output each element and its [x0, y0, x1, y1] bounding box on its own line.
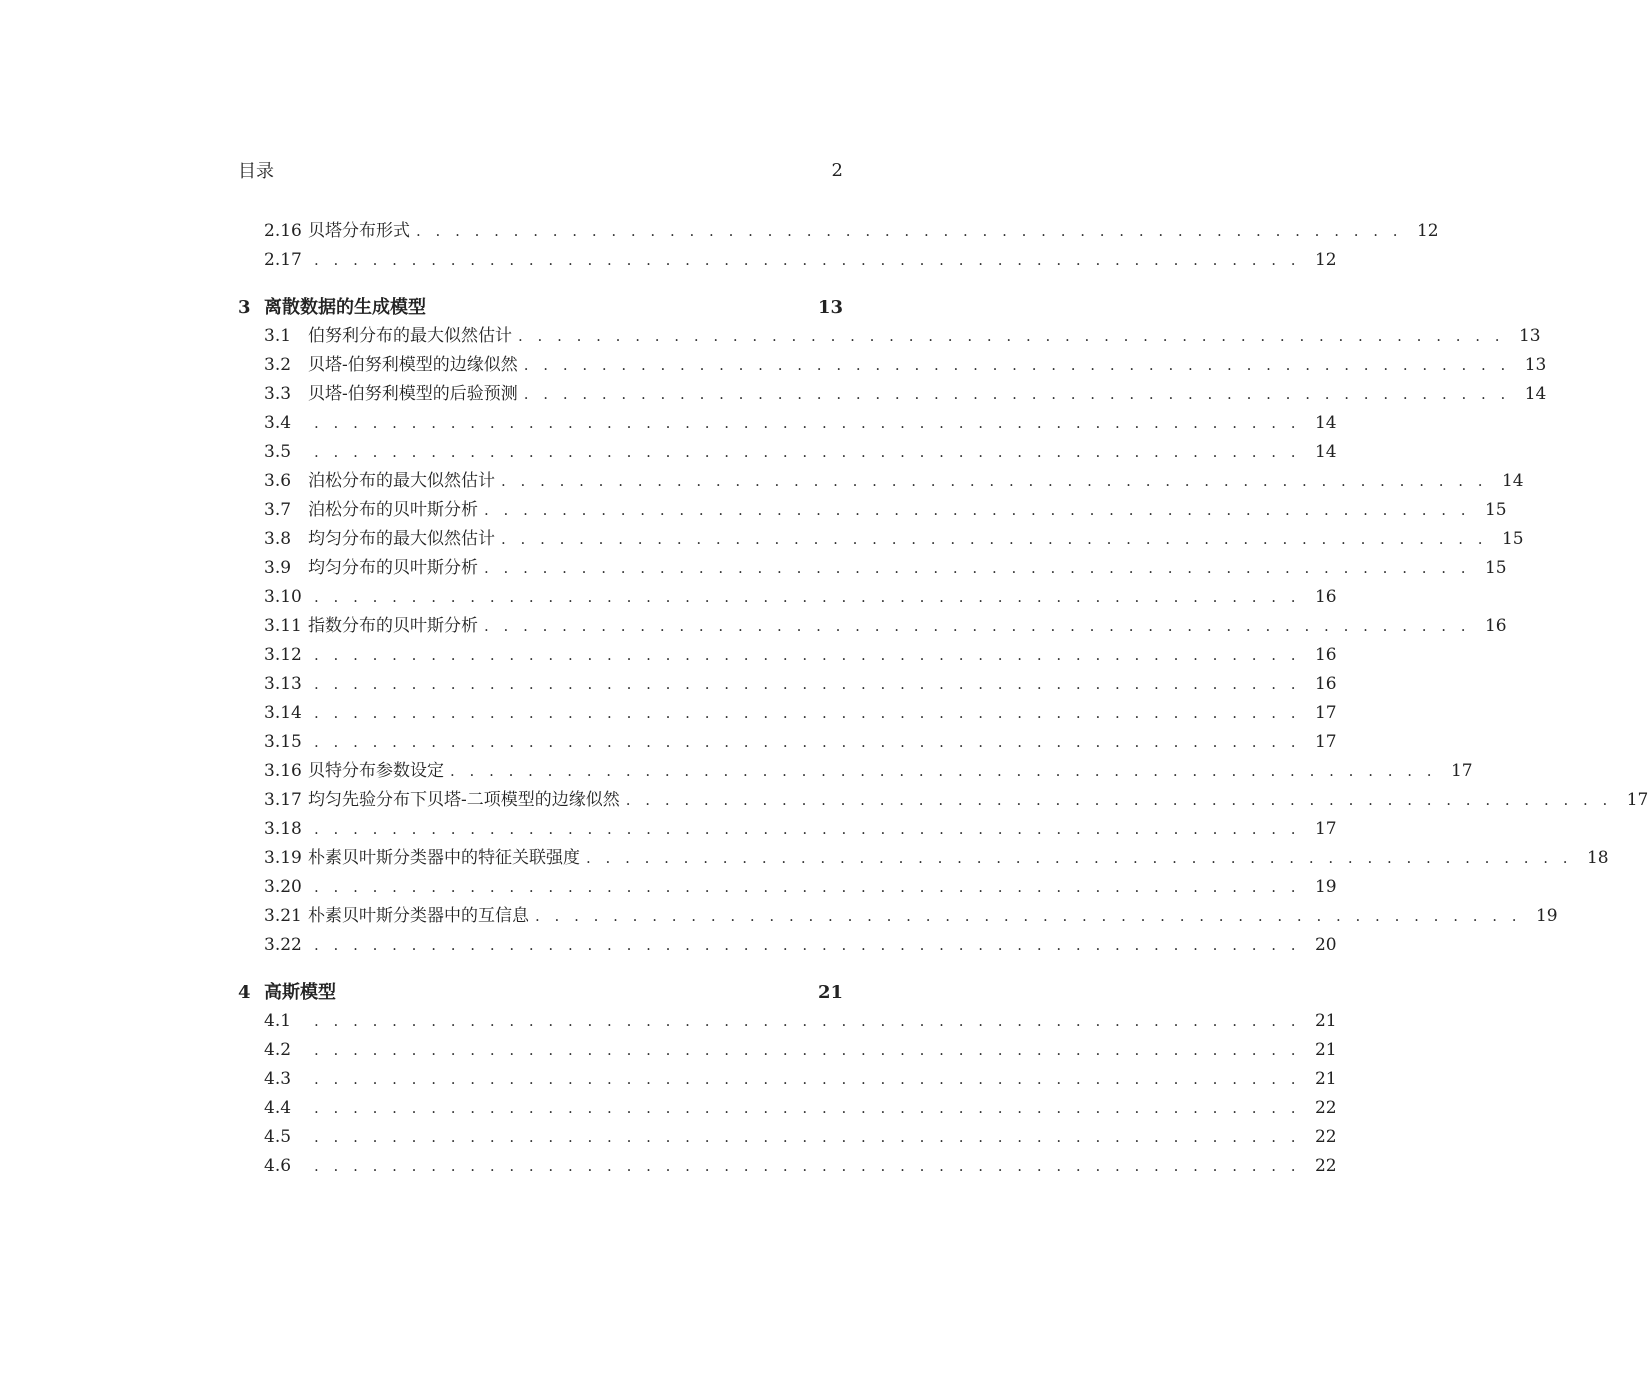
toc-section-row[interactable] — [238, 1007, 1337, 1036]
section-number: 4.5 — [264, 1127, 292, 1147]
toc-section-row[interactable] — [238, 931, 1337, 960]
section-page-number: 19 — [1314, 877, 1337, 897]
running-header — [238, 156, 843, 184]
dot-leader: . . . . . . . . . . . . . . . . . . . . . . . . . . . . . . . . . . . . . . . . . . . . . . . . . . . — [416, 222, 1403, 240]
section-page-number: 16 — [1314, 645, 1337, 665]
dot-leader: . . . . . . . . . . . . . . . . . . . . . . . . . . . . . . . . . . . . . . . . . . . . . . . . . . . — [314, 414, 1301, 432]
section-page-number: 12 — [1416, 221, 1439, 241]
dot-leader: . . . . . . . . . . . . . . . . . . . . . . . . . . . . . . . . . . . . . . . . . . . . . . . . . . . — [314, 1012, 1301, 1030]
section-title: 均匀分布的最大似然估计 — [308, 529, 495, 549]
section-page-number: 19 — [1535, 906, 1558, 926]
section-page-number: 12 — [1314, 250, 1337, 270]
chapter-title: 离散数据的生成模型 — [264, 297, 426, 318]
chapter-page-number: 13 — [817, 297, 843, 318]
section-page-number: 17 — [1314, 732, 1337, 752]
section-number: 3.13 — [264, 674, 302, 694]
dot-leader: . . . . . . . . . . . . . . . . . . . . . . . . . . . . . . . . . . . . . . . . . . . . . . . . . . . — [314, 1157, 1301, 1175]
dot-leader: . . . . . . . . . . . . . . . . . . . . . . . . . . . . . . . . . . . . . . . . . . . . . . . . . . . — [450, 762, 1437, 780]
dot-leader: . . . . . . . . . . . . . . . . . . . . . . . . . . . . . . . . . . . . . . . . . . . . . . . . . . . — [625, 791, 1613, 809]
toc-section-row[interactable] — [238, 612, 1507, 641]
section-number: 3.22 — [264, 935, 302, 955]
dot-leader: . . . . . . . . . . . . . . . . . . . . . . . . . . . . . . . . . . . . . . . . . . . . . . . . . . . — [501, 530, 1488, 548]
toc-section-row[interactable] — [238, 246, 1337, 275]
toc-section-row[interactable] — [238, 1123, 1337, 1152]
dot-leader: . . . . . . . . . . . . . . . . . . . . . . . . . . . . . . . . . . . . . . . . . . . . . . . . . . . — [523, 385, 1511, 403]
section-title: 贝塔分布形式 — [308, 221, 410, 241]
section-page-number: 15 — [1484, 558, 1507, 578]
section-number: 3.10 — [264, 587, 302, 607]
section-page-number: 21 — [1314, 1011, 1337, 1031]
toc-section-row[interactable] — [238, 902, 1558, 931]
section-number: 3.7 — [264, 500, 292, 520]
section-number: 3.16 — [264, 761, 302, 781]
toc-section-row[interactable] — [238, 641, 1337, 670]
section-page-number: 14 — [1314, 413, 1337, 433]
section-page-number: 17 — [1450, 761, 1473, 781]
dot-leader: . . . . . . . . . . . . . . . . . . . . . . . . . . . . . . . . . . . . . . . . . . . . . . . . . . . — [501, 472, 1488, 490]
section-number: 3.20 — [264, 877, 302, 897]
dot-leader: . . . . . . . . . . . . . . . . . . . . . . . . . . . . . . . . . . . . . . . . . . . . . . . . . . . — [314, 820, 1301, 838]
dot-leader: . . . . . . . . . . . . . . . . . . . . . . . . . . . . . . . . . . . . . . . . . . . . . . . . . . . — [314, 443, 1301, 461]
dot-leader: . . . . . . . . . . . . . . . . . . . . . . . . . . . . . . . . . . . . . . . . . . . . . . . . . . . — [314, 588, 1301, 606]
section-number: 3.15 — [264, 732, 302, 752]
dot-leader: . . . . . . . . . . . . . . . . . . . . . . . . . . . . . . . . . . . . . . . . . . . . . . . . . . . — [314, 704, 1301, 722]
dot-leader: . . . . . . . . . . . . . . . . . . . . . . . . . . . . . . . . . . . . . . . . . . . . . . . . . . . — [314, 251, 1301, 269]
toc-section-row[interactable] — [238, 496, 1507, 525]
section-title: 均匀分布的贝叶斯分析 — [308, 558, 478, 578]
table-of-contents — [238, 217, 1648, 1181]
dot-leader: . . . . . . . . . . . . . . . . . . . . . . . . . . . . . . . . . . . . . . . . . . . . . . . . . . . — [535, 907, 1522, 925]
section-page-number: 15 — [1501, 529, 1524, 549]
section-page-number: 20 — [1314, 935, 1337, 955]
section-number: 4.1 — [264, 1011, 292, 1031]
dot-leader: . . . . . . . . . . . . . . . . . . . . . . . . . . . . . . . . . . . . . . . . . . . . . . . . . . . — [484, 501, 1471, 519]
dot-leader: . . . . . . . . . . . . . . . . . . . . . . . . . . . . . . . . . . . . . . . . . . . . . . . . . . . — [586, 849, 1573, 867]
section-page-number: 21 — [1314, 1069, 1337, 1089]
section-number: 3.2 — [264, 355, 292, 375]
section-title: 均匀先验分布下贝塔-二项模型的边缘似然 — [308, 790, 620, 810]
section-number: 3.17 — [264, 790, 302, 810]
section-title: 泊松分布的贝叶斯分析 — [308, 500, 478, 520]
dot-leader: . . . . . . . . . . . . . . . . . . . . . . . . . . . . . . . . . . . . . . . . . . . . . . . . . . . — [314, 733, 1301, 751]
section-page-number: 14 — [1501, 471, 1524, 491]
dot-leader: . . . . . . . . . . . . . . . . . . . . . . . . . . . . . . . . . . . . . . . . . . . . . . . . . . . — [484, 617, 1471, 635]
section-page-number: 16 — [1484, 616, 1507, 636]
dot-leader: . . . . . . . . . . . . . . . . . . . . . . . . . . . . . . . . . . . . . . . . . . . . . . . . . . . — [484, 559, 1471, 577]
section-page-number: 13 — [1524, 355, 1547, 375]
section-number: 4.3 — [264, 1069, 292, 1089]
section-number: 3.5 — [264, 442, 292, 462]
section-page-number: 17 — [1314, 819, 1337, 839]
section-page-number: 15 — [1484, 500, 1507, 520]
section-page-number: 14 — [1314, 442, 1337, 462]
section-page-number: 21 — [1314, 1040, 1337, 1060]
section-number: 3.21 — [264, 906, 302, 926]
section-number: 3.3 — [264, 384, 292, 404]
section-page-number: 17 — [1314, 703, 1337, 723]
section-title: 贝塔-伯努利模型的边缘似然 — [308, 355, 518, 375]
toc-section-row[interactable] — [238, 525, 1524, 554]
section-number: 3.11 — [264, 616, 302, 636]
dot-leader: . . . . . . . . . . . . . . . . . . . . . . . . . . . . . . . . . . . . . . . . . . . . . . . . . . . — [314, 675, 1301, 693]
toc-section-row[interactable] — [238, 757, 1473, 786]
dot-leader: . . . . . . . . . . . . . . . . . . . . . . . . . . . . . . . . . . . . . . . . . . . . . . . . . . . — [314, 1128, 1301, 1146]
header-page-number: 2 — [831, 159, 843, 181]
section-number: 3.1 — [264, 326, 292, 346]
section-page-number: 18 — [1586, 848, 1609, 868]
section-page-number: 22 — [1314, 1098, 1337, 1118]
section-title: 朴素贝叶斯分类器中的特征关联强度 — [308, 848, 580, 868]
dot-leader: . . . . . . . . . . . . . . . . . . . . . . . . . . . . . . . . . . . . . . . . . . . . . . . . . . . — [518, 327, 1505, 345]
toc-chapter-row[interactable] — [238, 293, 843, 322]
toc-section-row[interactable] — [238, 670, 1337, 699]
section-number: 3.18 — [264, 819, 302, 839]
toc-section-row[interactable] — [238, 438, 1337, 467]
dot-leader: . . . . . . . . . . . . . . . . . . . . . . . . . . . . . . . . . . . . . . . . . . . . . . . . . . . — [314, 1070, 1301, 1088]
toc-section-row[interactable] — [238, 351, 1547, 380]
toc-section-row[interactable] — [238, 1036, 1337, 1065]
dot-leader: . . . . . . . . . . . . . . . . . . . . . . . . . . . . . . . . . . . . . . . . . . . . . . . . . . . — [314, 1099, 1301, 1117]
section-page-number: 16 — [1314, 674, 1337, 694]
section-page-number: 14 — [1524, 384, 1547, 404]
toc-section-row[interactable] — [238, 815, 1337, 844]
dot-leader: . . . . . . . . . . . . . . . . . . . . . . . . . . . . . . . . . . . . . . . . . . . . . . . . . . . — [314, 646, 1301, 664]
section-number: 3.14 — [264, 703, 302, 723]
chapter-number: 4 — [238, 982, 251, 1003]
section-page-number: 16 — [1314, 587, 1337, 607]
toc-section-row[interactable] — [238, 1065, 1337, 1094]
toc-section-row[interactable] — [238, 1152, 1337, 1181]
section-page-number: 22 — [1314, 1127, 1337, 1147]
section-title: 伯努利分布的最大似然估计 — [308, 326, 512, 346]
section-title: 朴素贝叶斯分类器中的互信息 — [308, 906, 529, 926]
dot-leader: . . . . . . . . . . . . . . . . . . . . . . . . . . . . . . . . . . . . . . . . . . . . . . . . . . . — [314, 1041, 1301, 1059]
section-number: 4.2 — [264, 1040, 292, 1060]
dot-leader: . . . . . . . . . . . . . . . . . . . . . . . . . . . . . . . . . . . . . . . . . . . . . . . . . . . — [314, 878, 1301, 896]
section-title: 贝特分布参数设定 — [308, 761, 444, 781]
chapter-title: 高斯模型 — [264, 982, 336, 1003]
section-number: 3.4 — [264, 413, 292, 433]
section-number: 3.9 — [264, 558, 292, 578]
toc-section-row[interactable] — [238, 873, 1337, 902]
chapter-number: 3 — [238, 297, 251, 318]
header-title: 目录 — [238, 161, 274, 182]
dot-leader: . . . . . . . . . . . . . . . . . . . . . . . . . . . . . . . . . . . . . . . . . . . . . . . . . . . — [314, 936, 1301, 954]
section-page-number: 22 — [1314, 1156, 1337, 1176]
toc-section-row[interactable] — [238, 467, 1524, 496]
toc-section-row[interactable] — [238, 583, 1337, 612]
toc-section-row[interactable] — [238, 1094, 1337, 1123]
toc-section-row[interactable] — [238, 217, 1439, 246]
section-page-number: 17 — [1626, 790, 1648, 810]
section-number: 3.12 — [264, 645, 302, 665]
toc-chapter-row[interactable] — [238, 978, 843, 1007]
toc-section-row[interactable] — [238, 728, 1337, 757]
section-number: 4.6 — [264, 1156, 292, 1176]
section-title: 贝塔-伯努利模型的后验预测 — [308, 384, 518, 404]
section-number: 3.6 — [264, 471, 292, 491]
toc-section-row[interactable] — [238, 322, 1541, 351]
chapter-page-number: 21 — [817, 982, 843, 1003]
toc-section-row[interactable] — [238, 844, 1609, 873]
section-title: 指数分布的贝叶斯分析 — [308, 616, 478, 636]
section-number: 2.17 — [264, 250, 302, 270]
section-title: 泊松分布的最大似然估计 — [308, 471, 495, 491]
section-number: 2.16 — [264, 221, 302, 241]
dot-leader: . . . . . . . . . . . . . . . . . . . . . . . . . . . . . . . . . . . . . . . . . . . . . . . . . . . — [523, 356, 1511, 374]
section-page-number: 13 — [1518, 326, 1541, 346]
section-number: 3.8 — [264, 529, 292, 549]
toc-section-row[interactable] — [238, 786, 1648, 815]
section-number: 3.19 — [264, 848, 302, 868]
toc-section-row[interactable] — [238, 380, 1547, 409]
toc-section-row[interactable] — [238, 409, 1337, 438]
section-number: 4.4 — [264, 1098, 292, 1118]
toc-section-row[interactable] — [238, 699, 1337, 728]
toc-section-row[interactable] — [238, 554, 1507, 583]
